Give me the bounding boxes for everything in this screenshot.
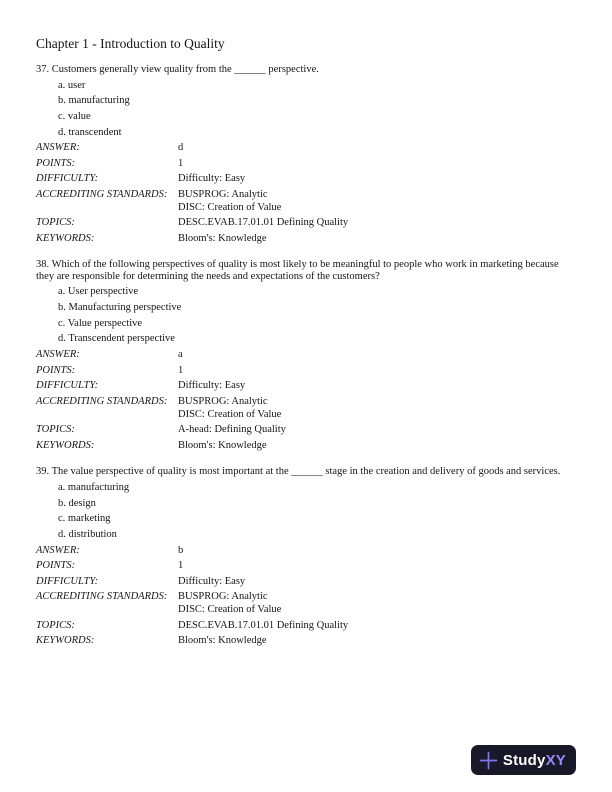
option-letter: c. (58, 513, 66, 525)
option-a (58, 80, 576, 92)
question-number: 37. (36, 64, 50, 75)
option-text: transcendent (68, 126, 122, 138)
option-letter: d. (58, 126, 66, 138)
field-row-answer (36, 349, 576, 362)
field-value: Bloom's: Knowledge (178, 439, 267, 451)
field-label: TOPICS: (36, 217, 75, 229)
field-value: Bloom's: Knowledge (178, 635, 267, 647)
field-value: 1 (178, 560, 184, 572)
field-row-keywords (36, 233, 576, 246)
field-value: DESC.EVAB.17.01.01 Defining Quality (178, 217, 349, 229)
option-letter: b. (58, 302, 66, 314)
field-row-points (36, 158, 576, 171)
metadata-fields (36, 349, 576, 452)
field-label: ANSWER: (36, 349, 80, 361)
field-label: DIFFICULTY: (36, 173, 99, 185)
option-a (58, 286, 576, 298)
field-label: TOPICS: (36, 424, 75, 436)
question-stem (36, 466, 576, 478)
field-row-points (36, 365, 576, 378)
field-value: BUSPROG: Analytic (178, 395, 268, 407)
question-38 (36, 259, 576, 452)
question-39 (36, 466, 576, 647)
field-row-answer (36, 142, 576, 155)
options-list (58, 482, 576, 541)
option-letter: a. (58, 481, 66, 493)
field-row-difficulty (36, 173, 576, 186)
option-d (58, 333, 576, 345)
field-row-accrediting-standards (36, 189, 576, 214)
question-text: Customers generally view quality from the ______ perspective. (51, 64, 319, 75)
field-label: DIFFICULTY: (36, 575, 99, 587)
field-value: BUSPROG: Analytic (178, 591, 268, 603)
question-text: Which of the following perspectives of quality is most likely to be meaningful to people who work in marketing because they are responsible for determining the needs and expectations of the customers? (36, 259, 559, 282)
document-page (36, 36, 576, 662)
option-b (58, 302, 576, 314)
field-label: DIFFICULTY: (36, 380, 99, 392)
field-value: DISC: Creation of Value (178, 603, 282, 615)
field-label: KEYWORDS: (36, 232, 95, 244)
field-value: Difficulty: Easy (178, 173, 246, 185)
field-row-topics (36, 217, 576, 230)
logo-text-xy: XY (545, 751, 566, 769)
studyxy-logo[interactable] (471, 745, 576, 775)
option-text: manufacturing (67, 481, 130, 493)
option-text: manufacturing (68, 95, 130, 107)
field-label: POINTS: (36, 157, 76, 169)
option-letter: a. (58, 79, 66, 91)
field-row-answer (36, 545, 576, 558)
options-list (58, 286, 576, 345)
field-value: Difficulty: Easy (178, 575, 246, 587)
option-letter: d. (58, 333, 66, 345)
page-title: Chapter 1 - Introduction to Quality (36, 36, 225, 51)
logo-text-study: Study (502, 751, 546, 769)
question-number: 38. (36, 259, 50, 271)
field-label: ANSWER: (36, 544, 80, 556)
question-stem (36, 64, 576, 76)
question-text: The value perspective of quality is most important at the ______ stage in the creation and delivery of goods and services. (51, 466, 561, 478)
field-value: DISC: Creation of Value (178, 408, 282, 420)
field-row-points (36, 560, 576, 573)
field-value: d (178, 142, 184, 154)
option-letter: a. (58, 286, 66, 298)
question-stem (36, 259, 576, 282)
field-value: a (178, 349, 183, 361)
field-label: ANSWER: (36, 142, 80, 154)
field-value: 1 (178, 364, 184, 376)
option-text: User perspective (67, 286, 139, 298)
options-list (58, 80, 576, 139)
field-value: Bloom's: Knowledge (178, 232, 267, 244)
option-letter: c. (58, 317, 66, 329)
field-row-difficulty (36, 576, 576, 589)
field-value: DISC: Creation of Value (178, 201, 282, 213)
option-b (58, 498, 576, 510)
option-c (58, 111, 576, 123)
field-label: POINTS: (36, 560, 76, 572)
question-37 (36, 64, 576, 245)
field-value: Difficulty: Easy (178, 380, 246, 392)
field-label: ACCREDITING STANDARDS: (36, 591, 168, 603)
option-letter: d. (58, 528, 66, 540)
option-text: Transcendent perspective (68, 333, 175, 345)
option-text: distribution (68, 528, 117, 540)
metadata-fields (36, 142, 576, 245)
field-value: b (178, 544, 184, 556)
option-text: Value perspective (67, 317, 143, 329)
field-row-accrediting-standards (36, 591, 576, 616)
option-a (58, 482, 576, 494)
field-row-topics (36, 620, 576, 633)
field-row-accrediting-standards (36, 396, 576, 421)
field-label: ACCREDITING STANDARDS: (36, 395, 168, 407)
field-value: 1 (178, 157, 184, 169)
field-label: KEYWORDS: (36, 635, 95, 647)
field-label: KEYWORDS: (36, 439, 95, 451)
option-text: value (67, 110, 91, 122)
option-c (58, 318, 576, 330)
field-value: DESC.EVAB.17.01.01 Defining Quality (178, 619, 349, 631)
field-row-topics (36, 424, 576, 437)
option-c (58, 513, 576, 525)
field-value: BUSPROG: Analytic (178, 189, 268, 201)
option-b (58, 95, 576, 107)
field-row-keywords (36, 440, 576, 453)
field-label: ACCREDITING STANDARDS: (36, 189, 168, 201)
plus-icon (479, 751, 498, 770)
option-letter: b. (58, 95, 66, 107)
option-text: design (68, 497, 96, 509)
metadata-fields (36, 545, 576, 648)
option-text: user (67, 79, 86, 91)
field-row-keywords (36, 635, 576, 648)
field-value: A-head: Defining Quality (178, 424, 286, 436)
option-text: Manufacturing perspective (68, 302, 182, 314)
option-text: marketing (67, 513, 111, 525)
field-label: POINTS: (36, 364, 76, 376)
option-d (58, 127, 576, 139)
field-row-difficulty (36, 380, 576, 393)
field-label: TOPICS: (36, 619, 75, 631)
option-d (58, 529, 576, 541)
option-letter: c. (58, 110, 66, 122)
option-letter: b. (58, 497, 66, 509)
question-number: 39. (36, 466, 50, 478)
